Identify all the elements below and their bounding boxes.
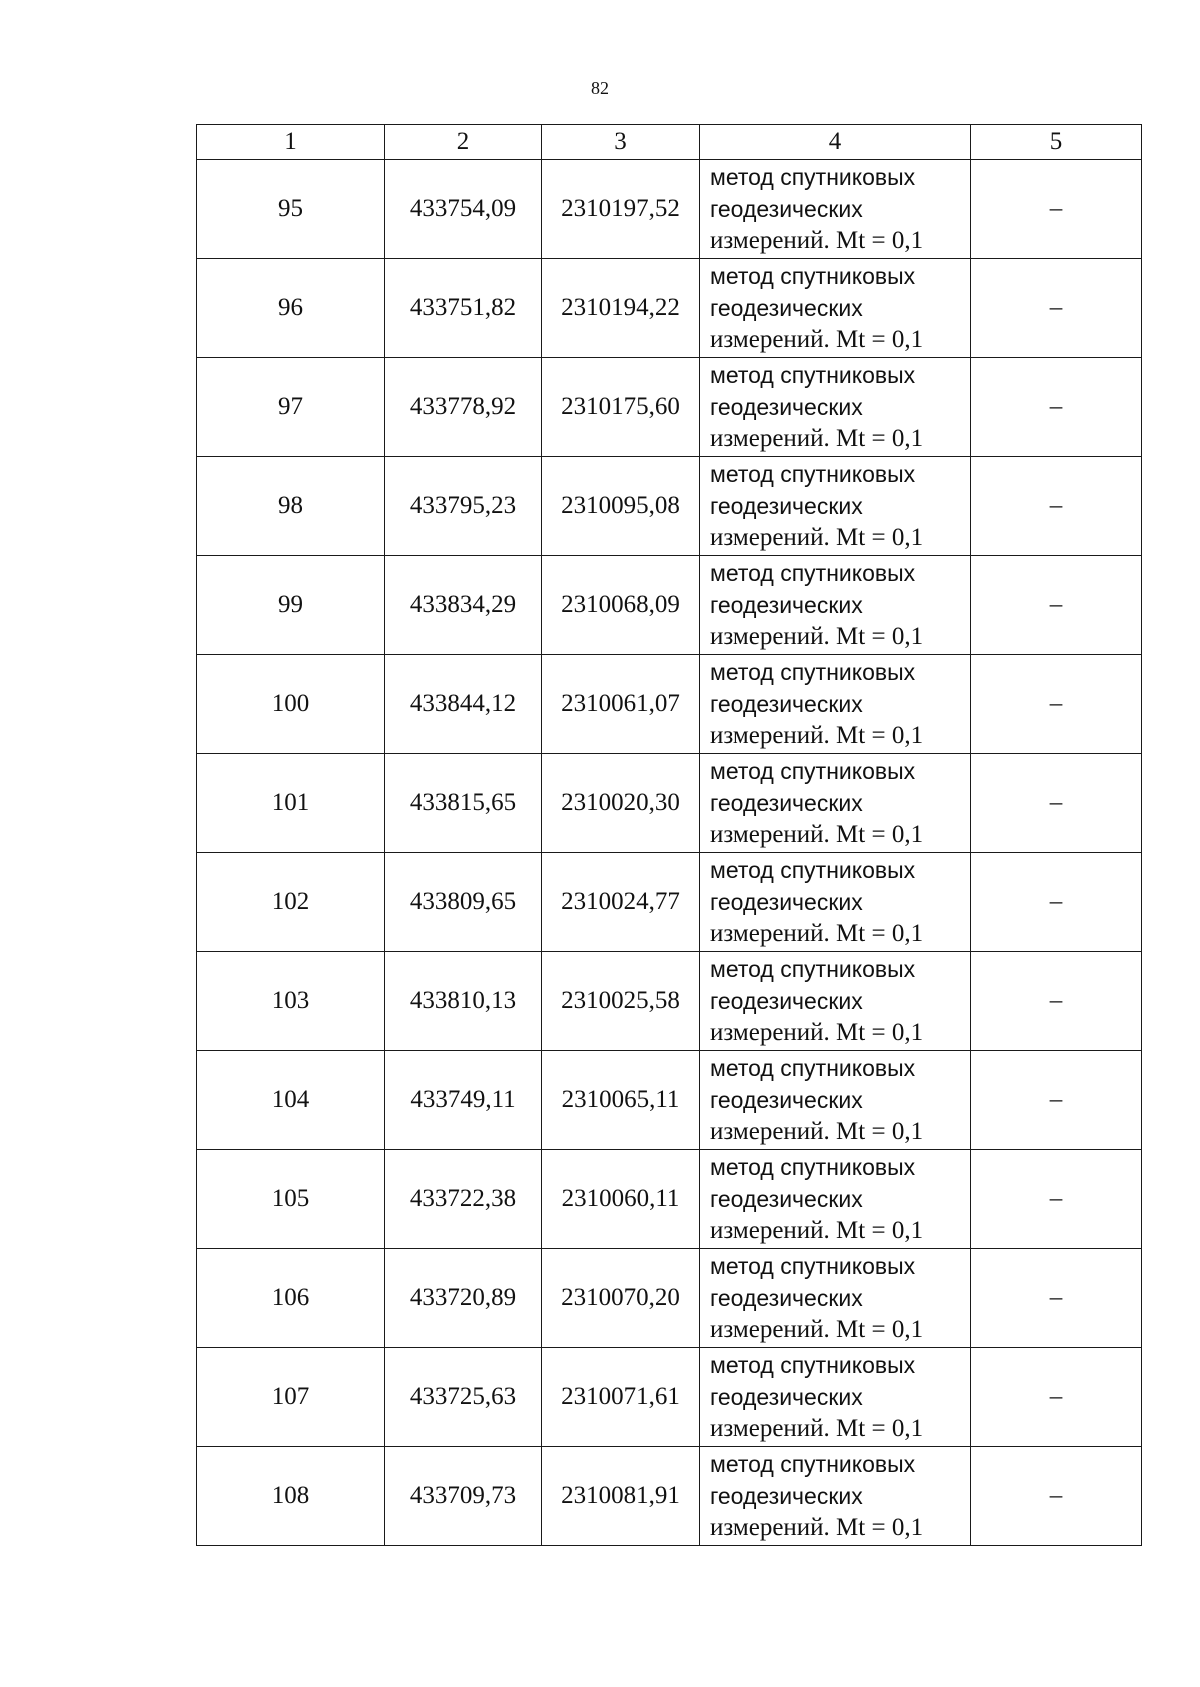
x-coordinate-cell: 433720,89 — [385, 1249, 542, 1348]
method-line: геодезических — [710, 1285, 863, 1311]
method-line: метод спутниковых — [710, 263, 916, 289]
column-header-5: 5 — [971, 125, 1142, 160]
note-cell: – — [971, 1150, 1142, 1249]
method-line: измерений. Mt = 0,1 — [710, 425, 924, 452]
table-row — [197, 1051, 1142, 1150]
note-cell: – — [971, 457, 1142, 556]
point-number-cell: 97 — [197, 358, 385, 457]
table-row — [197, 1348, 1142, 1447]
method-line: измерений. Mt = 0,1 — [710, 1019, 924, 1046]
x-coordinate-cell: 433810,13 — [385, 952, 542, 1051]
table-row — [197, 556, 1142, 655]
x-coordinate-cell: 433749,11 — [385, 1051, 542, 1150]
column-header-2: 2 — [385, 125, 542, 160]
method-cell — [700, 655, 971, 754]
table-row — [197, 655, 1142, 754]
page-number: 82 — [591, 78, 609, 98]
y-coordinate-cell: 2310068,09 — [542, 556, 700, 655]
method-cell — [700, 1348, 971, 1447]
x-coordinate-cell: 433815,65 — [385, 754, 542, 853]
method-line: измерений. Mt = 0,1 — [710, 920, 924, 947]
method-line: метод спутниковых — [710, 758, 916, 784]
y-coordinate-cell: 2310095,08 — [542, 457, 700, 556]
method-line: геодезических — [710, 295, 863, 321]
coordinates-table — [196, 124, 1142, 1546]
table-body — [197, 160, 1142, 1546]
method-line: геодезических — [710, 790, 863, 816]
method-cell — [700, 259, 971, 358]
y-coordinate-cell: 2310194,22 — [542, 259, 700, 358]
method-line: метод спутниковых — [710, 362, 916, 388]
method-cell — [700, 1447, 971, 1546]
y-coordinate-cell: 2310025,58 — [542, 952, 700, 1051]
method-line: измерений. Mt = 0,1 — [710, 1415, 924, 1442]
point-number-cell: 105 — [197, 1150, 385, 1249]
method-line: измерений. Mt = 0,1 — [710, 326, 924, 353]
method-line: метод спутниковых — [710, 560, 916, 586]
x-coordinate-cell: 433834,29 — [385, 556, 542, 655]
note-cell: – — [971, 556, 1142, 655]
y-coordinate-cell: 2310070,20 — [542, 1249, 700, 1348]
y-coordinate-cell: 2310020,30 — [542, 754, 700, 853]
y-coordinate-cell: 2310065,11 — [542, 1051, 700, 1150]
method-line: метод спутниковых — [710, 956, 916, 982]
method-line: измерений. Mt = 0,1 — [710, 722, 924, 749]
table-row — [197, 1249, 1142, 1348]
method-line: геодезических — [710, 691, 863, 717]
method-cell — [700, 160, 971, 259]
method-line: геодезических — [710, 1186, 863, 1212]
x-coordinate-cell: 433844,12 — [385, 655, 542, 754]
method-line: метод спутниковых — [710, 1154, 916, 1180]
x-coordinate-cell: 433709,73 — [385, 1447, 542, 1546]
table-header-row — [197, 125, 1142, 160]
point-number-cell: 107 — [197, 1348, 385, 1447]
x-coordinate-cell: 433751,82 — [385, 259, 542, 358]
method-line: метод спутниковых — [710, 1055, 916, 1081]
note-cell: – — [971, 1249, 1142, 1348]
y-coordinate-cell: 2310060,11 — [542, 1150, 700, 1249]
point-number-cell: 99 — [197, 556, 385, 655]
table-row — [197, 754, 1142, 853]
method-cell — [700, 1249, 971, 1348]
note-cell: – — [971, 259, 1142, 358]
method-cell — [700, 457, 971, 556]
table-row — [197, 457, 1142, 556]
table-row — [197, 853, 1142, 952]
method-cell — [700, 358, 971, 457]
note-cell: – — [971, 754, 1142, 853]
point-number-cell: 108 — [197, 1447, 385, 1546]
point-number-cell: 96 — [197, 259, 385, 358]
method-line: метод спутниковых — [710, 164, 916, 190]
method-line: измерений. Mt = 0,1 — [710, 227, 924, 254]
method-line: геодезических — [710, 988, 863, 1014]
table-row — [197, 160, 1142, 259]
note-cell: – — [971, 1348, 1142, 1447]
method-line: геодезических — [710, 1384, 863, 1410]
x-coordinate-cell: 433809,65 — [385, 853, 542, 952]
x-coordinate-cell: 433778,92 — [385, 358, 542, 457]
method-line: метод спутниковых — [710, 1451, 916, 1477]
y-coordinate-cell: 2310061,07 — [542, 655, 700, 754]
method-line: геодезических — [710, 889, 863, 915]
method-line: измерений. Mt = 0,1 — [710, 1217, 924, 1244]
method-line: геодезических — [710, 394, 863, 420]
method-line: измерений. Mt = 0,1 — [710, 623, 924, 650]
method-line: геодезических — [710, 1483, 863, 1509]
method-line: геодезических — [710, 493, 863, 519]
method-line: измерений. Mt = 0,1 — [710, 821, 924, 848]
method-line: геодезических — [710, 196, 863, 222]
method-line: измерений. Mt = 0,1 — [710, 1118, 924, 1145]
column-header-4: 4 — [700, 125, 971, 160]
method-line: метод спутниковых — [710, 1352, 916, 1378]
note-cell: – — [971, 655, 1142, 754]
y-coordinate-cell: 2310175,60 — [542, 358, 700, 457]
x-coordinate-cell: 433722,38 — [385, 1150, 542, 1249]
note-cell: – — [971, 1051, 1142, 1150]
y-coordinate-cell: 2310071,61 — [542, 1348, 700, 1447]
note-cell: – — [971, 952, 1142, 1051]
note-cell: – — [971, 853, 1142, 952]
method-line: измерений. Mt = 0,1 — [710, 1316, 924, 1343]
table-row — [197, 259, 1142, 358]
y-coordinate-cell: 2310024,77 — [542, 853, 700, 952]
method-line: геодезических — [710, 592, 863, 618]
note-cell: – — [971, 1447, 1142, 1546]
x-coordinate-cell: 433754,09 — [385, 160, 542, 259]
note-cell: – — [971, 160, 1142, 259]
method-cell — [700, 952, 971, 1051]
method-line: метод спутниковых — [710, 461, 916, 487]
method-cell — [700, 1150, 971, 1249]
y-coordinate-cell: 2310197,52 — [542, 160, 700, 259]
point-number-cell: 101 — [197, 754, 385, 853]
method-cell — [700, 853, 971, 952]
table-row — [197, 1447, 1142, 1546]
method-line: метод спутниковых — [710, 857, 916, 883]
method-line: измерений. Mt = 0,1 — [710, 524, 924, 551]
column-header-3: 3 — [542, 125, 700, 160]
x-coordinate-cell: 433725,63 — [385, 1348, 542, 1447]
point-number-cell: 98 — [197, 457, 385, 556]
method-line: метод спутниковых — [710, 659, 916, 685]
table-row — [197, 952, 1142, 1051]
table-row — [197, 358, 1142, 457]
method-cell — [700, 754, 971, 853]
method-line: измерений. Mt = 0,1 — [710, 1514, 924, 1541]
point-number-cell: 106 — [197, 1249, 385, 1348]
point-number-cell: 95 — [197, 160, 385, 259]
method-line: геодезических — [710, 1087, 863, 1113]
point-number-cell: 100 — [197, 655, 385, 754]
column-header-1: 1 — [197, 125, 385, 160]
note-cell: – — [971, 358, 1142, 457]
method-cell — [700, 556, 971, 655]
point-number-cell: 104 — [197, 1051, 385, 1150]
y-coordinate-cell: 2310081,91 — [542, 1447, 700, 1546]
method-cell — [700, 1051, 971, 1150]
method-line: метод спутниковых — [710, 1253, 916, 1279]
point-number-cell: 103 — [197, 952, 385, 1051]
x-coordinate-cell: 433795,23 — [385, 457, 542, 556]
point-number-cell: 102 — [197, 853, 385, 952]
table-row — [197, 1150, 1142, 1249]
